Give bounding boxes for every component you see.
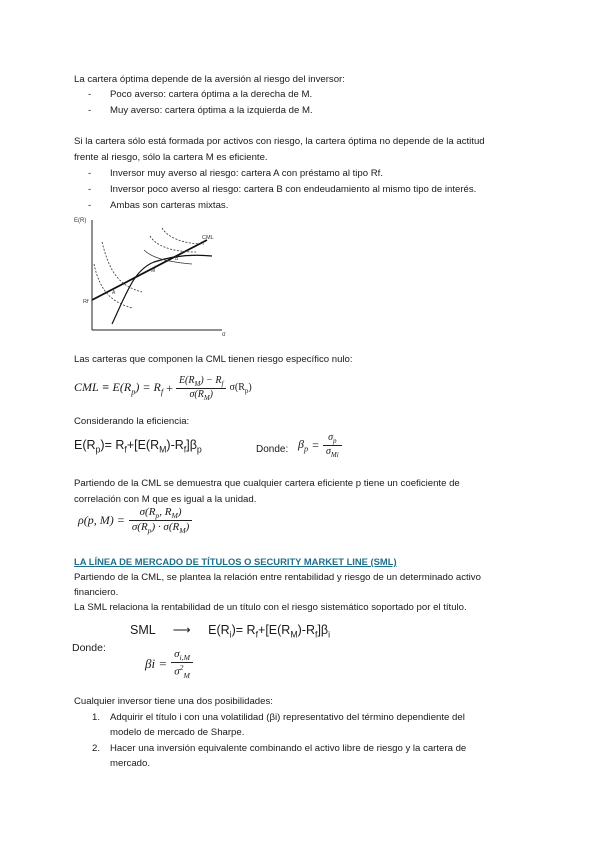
bullet-dash: -	[88, 200, 92, 211]
formula-sub: p	[147, 526, 152, 536]
list-item: Hacer una inversión equivalente combinando el activo libre de riesgo y la cartera de	[110, 743, 467, 754]
formula-text: +[E(R	[126, 438, 160, 452]
list-item: modelo de mercado de Sharpe.	[110, 727, 245, 738]
formula-text: E(R	[208, 623, 230, 637]
bullet-dash: -	[88, 184, 92, 195]
formula-sup: 2	[179, 663, 184, 673]
paragraph-line: Partiendo de la CML, se plantea la relación entre rentabilidad y riesgo de un determinado activo	[74, 572, 481, 583]
formula-sub: p	[333, 437, 337, 445]
list-item: mercado.	[110, 758, 150, 769]
formula-text: )	[177, 506, 182, 518]
formula-text: ) = R	[135, 379, 161, 394]
formula-sub: f	[221, 379, 224, 388]
point-m-label: M	[151, 268, 156, 274]
formula-text: , R	[159, 506, 172, 518]
rho-fraction	[129, 506, 192, 535]
formula-text: SML	[130, 623, 156, 637]
formula-text: =	[312, 438, 319, 452]
formula-sub: p	[196, 444, 202, 455]
formula-text: σ(R	[131, 521, 148, 534]
formula-sub: f	[160, 387, 164, 397]
cml-label: CML	[202, 235, 214, 241]
arrow-icon: ⟶	[172, 623, 191, 637]
formula-text: σ(R	[139, 506, 156, 518]
formula-text: σ	[174, 648, 180, 660]
intro-text: La cartera óptima depende de la aversión al riesgo del inversor:	[74, 74, 345, 85]
formula-sub: p	[303, 444, 309, 454]
formula-text: ρ(p, M) =	[78, 513, 125, 528]
paragraph-line: Si la cartera sólo está formada por activos con riesgo, la cartera óptima no depende de la actitud	[74, 136, 485, 147]
formula-text: )	[185, 521, 190, 534]
list-item: Adquirir el título i con una volatilidad (βi) representativo del término dependiente del	[110, 712, 465, 723]
formula-sub: p	[131, 387, 136, 397]
formula-sub: M	[171, 511, 178, 521]
formula-text: )	[209, 388, 213, 400]
formula-text: ) − R	[200, 374, 222, 386]
cml-formula	[74, 372, 252, 404]
formula-text: )-R	[166, 438, 184, 452]
point-a-label: A	[112, 290, 116, 296]
formula-text: +[E(R	[258, 623, 291, 637]
list-item: Poco averso: cartera óptima a la derecha de M.	[110, 89, 313, 100]
formula-text: σ	[174, 665, 180, 678]
formula-text: βi =	[145, 656, 168, 672]
formula-sub: p	[244, 386, 249, 395]
formula-text: ]β	[186, 438, 197, 452]
paragraph-line: correlación con M que es igual a la unidad.	[74, 494, 257, 505]
cml-graph	[72, 212, 242, 338]
sml-heading: LA LÍNEA DE MERCADO DE TÍTULOS O SECURITY MARKET LINE (SML)	[74, 556, 397, 567]
indifference-curve	[94, 264, 132, 308]
formula-text: CML ≡ E(R	[74, 379, 132, 394]
formula-sub: f	[315, 629, 318, 640]
formula-sub: f	[255, 629, 259, 640]
formula-sub: M	[183, 671, 190, 681]
paragraph-line: financiero.	[74, 587, 119, 598]
formula-sub: f	[183, 444, 187, 455]
formula-sub: M	[203, 393, 210, 402]
sml-formula	[130, 622, 330, 640]
formula-text: σ	[325, 446, 331, 457]
paragraph-line: La SML relaciona la rentabilidad de un título con el riesgo sistemático soportado por el título.	[74, 602, 467, 613]
beta-fraction	[323, 432, 342, 459]
list-item: Ambas son carteras mixtas.	[110, 200, 229, 211]
formula-sub: i	[328, 629, 331, 640]
donde-label: Donde:	[256, 444, 289, 455]
formula-text: )-R	[297, 623, 315, 637]
formula-sub: Mi	[330, 451, 339, 459]
cml-fraction	[176, 375, 227, 402]
formula-text: σ	[328, 432, 334, 443]
options-intro: Cualquier inversor tiene una dos posibilidades:	[74, 696, 273, 707]
bullet-dash: -	[88, 105, 92, 116]
cml-line	[92, 240, 207, 300]
formula-text: )	[248, 381, 252, 393]
bullet-dash: -	[88, 89, 92, 100]
y-axis-label: E(R)	[74, 218, 87, 224]
efficiency-formula	[74, 438, 202, 455]
betai-formula	[145, 648, 193, 680]
formula-sub: i	[229, 629, 232, 640]
formula-sub: p	[155, 511, 160, 521]
formula-text: E(R	[178, 374, 195, 386]
formula-sub: f	[124, 444, 127, 455]
list-item: Inversor muy averso al riesgo: cartera A con préstamo al tipo Rf.	[110, 168, 384, 179]
formula-sub: p	[95, 444, 101, 455]
formula-sub: M	[290, 629, 298, 640]
list-item: Muy averso: cartera óptima a la izquierda de M.	[110, 105, 313, 116]
efficiency-label: Considerando la eficiencia:	[74, 416, 190, 427]
beta-formula	[298, 432, 342, 459]
rho-formula	[78, 506, 192, 535]
betai-fraction	[171, 648, 193, 680]
formula-text: β	[298, 437, 304, 452]
formula-text: )= R	[231, 623, 256, 637]
efficient-frontier	[112, 255, 212, 324]
donde-label: Donde:	[72, 642, 106, 654]
formula-text: σ(R	[189, 388, 204, 400]
formula-text: ]β	[317, 623, 329, 637]
formula-text: )= R	[100, 438, 125, 452]
formula-sub: M	[179, 526, 186, 536]
formula-text: σ(R	[229, 381, 245, 393]
paragraph-line: frente al riesgo, sólo la cartera M es eficiente.	[74, 152, 268, 163]
formula-sub: M	[194, 379, 201, 388]
cml-description: Las carteras que componen la CML tienen riesgo específico nulo:	[74, 354, 353, 365]
list-number: 2.	[92, 743, 101, 754]
formula-text: +	[166, 380, 173, 395]
paragraph-line: Partiendo de la CML se demuestra que cualquier cartera eficiente p tiene un coeficiente de	[74, 478, 460, 489]
formula-sub: M	[159, 444, 167, 455]
formula-sub: i,M	[179, 653, 191, 663]
list-number: 1.	[92, 712, 101, 723]
indifference-curve	[162, 228, 204, 244]
point-b-label: B	[175, 256, 179, 262]
x-axis-label: σ	[222, 332, 226, 338]
formula-text: ) · σ(R	[151, 521, 180, 534]
formula-text: E(R	[74, 438, 96, 452]
rf-label: Rf	[83, 299, 89, 305]
bullet-dash: -	[88, 168, 92, 179]
list-item: Inversor poco averso al riesgo: cartera B con endeudamiento al mismo tipo de interés.	[110, 184, 477, 195]
